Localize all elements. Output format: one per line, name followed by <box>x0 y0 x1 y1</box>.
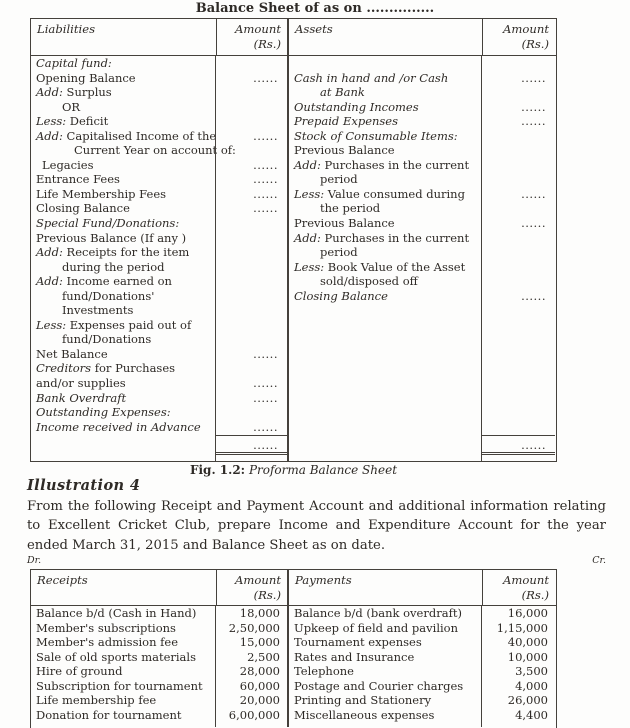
amount-column-header-right <box>482 19 555 55</box>
amount-cell: ...... <box>253 70 278 85</box>
balance-sheet-asset-row <box>289 158 555 173</box>
label-cell: Member's admission fee <box>36 635 179 650</box>
rs-label: (Rs.) <box>521 37 549 51</box>
figure-caption <box>30 463 557 477</box>
payments-rows <box>289 606 555 722</box>
label-cell: Upkeep of field and pavilion <box>294 620 459 635</box>
amount-cell <box>216 289 287 304</box>
label-cell <box>289 56 482 71</box>
label-cell: Add: Income earned on <box>36 274 172 289</box>
balance-sheet-asset-row <box>289 260 555 275</box>
balance-sheet-asset-row <box>289 85 555 100</box>
label-cell: Hire of ground <box>36 664 123 679</box>
label-cell: Less: Value consumed during <box>294 186 465 201</box>
amount-cell <box>482 172 555 187</box>
amount-label: Amount <box>235 22 281 36</box>
balance-sheet-liability-row <box>31 71 287 86</box>
liabilities-column-group <box>31 56 287 461</box>
receipts-column-header: Receipts <box>37 573 88 587</box>
italic-prefix: Creditors <box>36 361 92 376</box>
dr-label: Dr. <box>27 555 42 566</box>
balance-sheet-liability-row <box>31 56 287 71</box>
receipts-row <box>31 635 287 650</box>
label-cell: Cash in hand and /or Cash <box>294 70 449 85</box>
payments-column-header: Payments <box>287 570 482 605</box>
amount-cell: ...... <box>521 114 546 129</box>
amount-cell <box>216 245 287 260</box>
balance-sheet-liability-row <box>31 347 287 362</box>
amount-cell: 18,000 <box>239 606 280 620</box>
label-cell: Capital fund: <box>36 56 112 70</box>
amount-cell <box>216 318 287 333</box>
receipts-payments-body <box>31 606 556 727</box>
label-cell: Special Fund/Donations: <box>36 216 180 231</box>
label-cell: Member's subscriptions <box>36 620 176 635</box>
balance-sheet-header-row <box>31 19 556 56</box>
liabilities-total-row <box>31 435 287 455</box>
label-cell: Creditors for Purchases <box>36 361 176 376</box>
balance-sheet-liability-row <box>31 391 287 406</box>
receipts-column-group <box>31 606 287 727</box>
label-cell: Previous Balance <box>294 143 395 158</box>
label-cell: Income received in Advance <box>36 419 201 434</box>
italic-prefix: Less: <box>294 186 325 201</box>
balance-sheet-liability-row <box>31 143 287 158</box>
amount-cell <box>482 231 555 246</box>
balance-sheet-asset-row <box>289 143 555 158</box>
assets-total-row <box>289 435 555 455</box>
balance-sheet-liability-row <box>31 158 287 173</box>
balance-sheet-liability-row <box>31 245 287 260</box>
assets-total-amount: ...... <box>482 435 555 455</box>
payments-row <box>289 606 555 621</box>
label-cell: at Bank <box>320 85 365 100</box>
balance-sheet-asset-row <box>289 56 555 71</box>
label-cell: the period <box>320 201 381 216</box>
amount-cell <box>482 143 555 158</box>
rs-label: (Rs.) <box>253 588 281 602</box>
label-cell: Life Membership Fees <box>36 186 167 201</box>
amount-column-header-left <box>216 19 287 55</box>
amount-cell <box>216 361 287 376</box>
exercise-paragraph: From the following Receipt and Payment Account and additional information relating to Excellent Cricket Club, prepare Income and Expenditure Account for the year ended March 31, 2015 and Balance Sheet as on date. <box>27 499 606 553</box>
italic-prefix: Add: <box>36 85 63 100</box>
label-cell: Add: Receipts for the item <box>36 245 190 260</box>
label-cell: Outstanding Expenses: <box>36 405 171 420</box>
amount-cell <box>482 158 555 173</box>
label-cell: Add: Purchases in the current <box>294 230 470 245</box>
amount-cell <box>236 143 287 158</box>
balance-sheet-asset-row <box>289 216 555 231</box>
italic-prefix: Add: <box>294 230 321 245</box>
rs-label: (Rs.) <box>253 37 281 51</box>
payments-column-group <box>287 606 555 727</box>
payments-row <box>289 679 555 694</box>
amount-cell: 10,000 <box>507 649 548 664</box>
receipts-row <box>31 621 287 636</box>
amount-cell <box>216 332 287 347</box>
receipts-row <box>31 693 287 708</box>
receipts-payments-table <box>30 569 557 728</box>
label-cell: Stock of Consumable Items: <box>294 128 458 143</box>
receipts-payments-header-row <box>31 570 556 606</box>
label-cell: and/or supplies <box>36 376 126 391</box>
amount-column-header-left <box>216 570 287 605</box>
proforma-balance-sheet-table <box>30 18 557 462</box>
balance-sheet-liability-row <box>31 231 287 246</box>
balance-sheet-liability-row <box>31 420 287 435</box>
italic-prefix: Add: <box>294 157 321 172</box>
amount-cell: 4,400 <box>515 707 548 722</box>
amount-cell <box>216 216 287 231</box>
amount-cell <box>216 114 287 129</box>
amount-cell <box>216 274 287 289</box>
italic-prefix: Less: <box>36 317 67 332</box>
figure-caption-text: Proforma Balance Sheet <box>248 463 398 477</box>
amount-cell: 3,500 <box>515 664 548 679</box>
balance-sheet-asset-row <box>289 129 555 144</box>
balance-sheet-asset-row <box>289 231 555 246</box>
label-cell: Less: Expenses paid out of <box>36 317 192 332</box>
amount-cell: 4,000 <box>515 678 548 693</box>
amount-cell <box>482 56 555 71</box>
amount-cell <box>216 85 287 100</box>
amount-cell <box>482 260 555 275</box>
amount-cell <box>216 303 287 318</box>
amount-cell <box>216 56 287 71</box>
label-cell: fund/Donations <box>62 332 152 347</box>
amount-cell <box>216 405 287 420</box>
amount-cell <box>216 231 287 246</box>
balance-sheet-asset-row <box>289 201 555 216</box>
balance-sheet-asset-row <box>289 187 555 202</box>
label-cell: Closing Balance <box>294 288 388 303</box>
liabilities-rows <box>31 56 287 434</box>
label-cell: OR <box>62 99 81 114</box>
amount-cell <box>482 245 555 260</box>
balance-sheet-asset-row <box>289 274 555 289</box>
balance-sheet-liability-row <box>31 129 287 144</box>
italic-prefix: Less: <box>36 114 67 129</box>
label-cell: Net Balance <box>36 346 108 361</box>
amount-cell: ...... <box>253 419 278 434</box>
amount-cell: 6,00,000 <box>228 707 280 722</box>
balance-sheet-liability-row <box>31 376 287 391</box>
balance-sheet-liability-row <box>31 201 287 216</box>
amount-cell <box>482 274 555 289</box>
label-cell: period <box>320 245 358 260</box>
figure-number: Fig. 1.2: <box>189 463 246 477</box>
label-cell: Life membership fee <box>36 693 157 708</box>
amount-cell: 26,000 <box>507 693 548 708</box>
liabilities-column-header: Liabilities <box>37 22 96 36</box>
label-cell: during the period <box>62 259 165 274</box>
italic-prefix: Less: <box>294 259 325 274</box>
balance-sheet-asset-row <box>289 245 555 260</box>
amount-cell: ...... <box>521 288 546 303</box>
balance-sheet-asset-row <box>289 71 555 86</box>
amount-cell: ...... <box>253 157 278 172</box>
label-cell: Balance b/d (bank overdraft) <box>294 606 462 620</box>
label-cell: sold/disposed off <box>320 274 418 289</box>
label-cell: Entrance Fees <box>36 172 120 187</box>
label-cell: Postage and Courier charges <box>294 678 464 693</box>
label-cell: Tournament expenses <box>294 635 422 650</box>
balance-sheet-liability-row <box>31 114 287 129</box>
balance-sheet-liability-row <box>31 260 287 275</box>
label-cell: Miscellaneous expenses <box>294 707 435 722</box>
amount-cell: 28,000 <box>239 664 280 679</box>
label-cell: Prepaid Expenses <box>294 114 399 129</box>
balance-sheet-liability-row <box>31 303 287 318</box>
label-cell: Current Year on account of: <box>74 143 236 158</box>
receipts-row <box>31 606 287 621</box>
amount-cell <box>482 85 555 100</box>
receipts-row <box>31 708 287 723</box>
amount-cell: ...... <box>253 346 278 361</box>
balance-sheet-liability-row <box>31 274 287 289</box>
label-cell: Donation for tournament <box>36 707 182 722</box>
label-cell: Add: Purchases in the current <box>294 157 470 172</box>
label-cell: Subscription for tournament <box>36 678 203 693</box>
amount-cell: 40,000 <box>507 635 548 650</box>
payments-row <box>289 650 555 665</box>
label-cell: Less: Book Value of the Asset <box>294 259 466 274</box>
balance-sheet-liability-row <box>31 289 287 304</box>
amount-cell: 1,15,000 <box>496 620 548 635</box>
amount-cell <box>482 201 555 216</box>
receipts-row <box>31 650 287 665</box>
label-cell: Sale of old sports materials <box>36 649 196 664</box>
balance-sheet-asset-row <box>289 289 555 304</box>
italic-prefix: Add: <box>36 245 63 260</box>
label-cell: Previous Balance (If any ) <box>36 230 187 245</box>
liabilities-total-amount: ...... <box>216 435 287 455</box>
amount-cell: ...... <box>253 128 278 143</box>
balance-sheet-liability-row <box>31 187 287 202</box>
amount-cell: ...... <box>253 186 278 201</box>
amount-cell <box>216 260 287 275</box>
label-cell: Bank Overdraft <box>36 390 127 405</box>
amount-label: Amount <box>503 22 549 36</box>
balance-sheet-liability-row <box>31 100 287 115</box>
dr-cr-row <box>27 555 606 566</box>
label-cell: period <box>320 172 358 187</box>
illustration-heading: Illustration 4 <box>27 477 141 494</box>
label-cell: Balance b/d (Cash in Hand) <box>36 606 197 620</box>
label-cell: Less: Deficit <box>36 114 109 129</box>
balance-sheet-liability-row <box>31 332 287 347</box>
label-cell: Printing and Stationery <box>294 693 432 708</box>
amount-cell: ...... <box>521 99 546 114</box>
label-cell: Add: Capitalised Income of the <box>36 128 217 143</box>
amount-cell: ...... <box>521 70 546 85</box>
balance-sheet-liability-row <box>31 216 287 231</box>
label-cell: Telephone <box>294 664 354 679</box>
rs-label: (Rs.) <box>521 588 549 602</box>
label-cell: fund/Donations' <box>62 288 155 303</box>
amount-cell: ...... <box>253 172 278 187</box>
balance-sheet-asset-row <box>289 100 555 115</box>
label-cell: Rates and Insurance <box>294 649 415 664</box>
assets-column-group <box>287 56 555 461</box>
amount-column-header-right <box>482 570 555 605</box>
balance-sheet-asset-row <box>289 172 555 187</box>
amount-label: Amount <box>235 573 281 587</box>
balance-sheet-liability-row <box>31 318 287 333</box>
payments-row <box>289 635 555 650</box>
amount-cell: ...... <box>253 390 278 405</box>
amount-cell: 60,000 <box>239 678 280 693</box>
italic-prefix: Add: <box>36 128 63 143</box>
label-cell: Outstanding Incomes <box>294 99 419 114</box>
cr-label: Cr. <box>592 555 606 566</box>
italic-prefix: Add: <box>36 274 63 289</box>
amount-cell: ...... <box>253 201 278 216</box>
amount-cell: 20,000 <box>239 693 280 708</box>
label-cell: Opening Balance <box>36 70 136 85</box>
balance-sheet-title: Balance Sheet of as on ............... <box>195 1 435 16</box>
balance-sheet-liability-row <box>31 172 287 187</box>
receipts-row <box>31 664 287 679</box>
balance-sheet-liability-row <box>31 361 287 376</box>
payments-row <box>289 708 555 723</box>
assets-column-header: Assets <box>287 19 482 55</box>
amount-cell <box>482 129 555 144</box>
payments-row <box>289 693 555 708</box>
amount-cell: ...... <box>521 186 546 201</box>
label-cell: Closing Balance <box>36 201 130 216</box>
amount-cell: ...... <box>521 216 546 231</box>
balance-sheet-liability-row <box>31 405 287 420</box>
amount-cell: 2,50,000 <box>228 620 280 635</box>
amount-cell: 2,500 <box>247 649 280 664</box>
amount-cell: ...... <box>253 376 278 391</box>
balance-sheet-body <box>31 56 556 461</box>
amount-cell: 16,000 <box>507 606 548 620</box>
label-cell: Previous Balance <box>294 216 395 231</box>
receipts-rows <box>31 606 287 722</box>
assets-rows <box>289 56 555 303</box>
label-cell: Legacies <box>42 157 94 172</box>
payments-row <box>289 664 555 679</box>
amount-cell <box>216 100 287 115</box>
balance-sheet-asset-row <box>289 114 555 129</box>
amount-cell: 15,000 <box>239 635 280 650</box>
receipts-row <box>31 679 287 694</box>
label-cell: Investments <box>62 303 134 318</box>
payments-row <box>289 621 555 636</box>
balance-sheet-liability-row <box>31 85 287 100</box>
amount-label: Amount <box>503 573 549 587</box>
label-cell: Add: Surplus <box>36 85 112 100</box>
